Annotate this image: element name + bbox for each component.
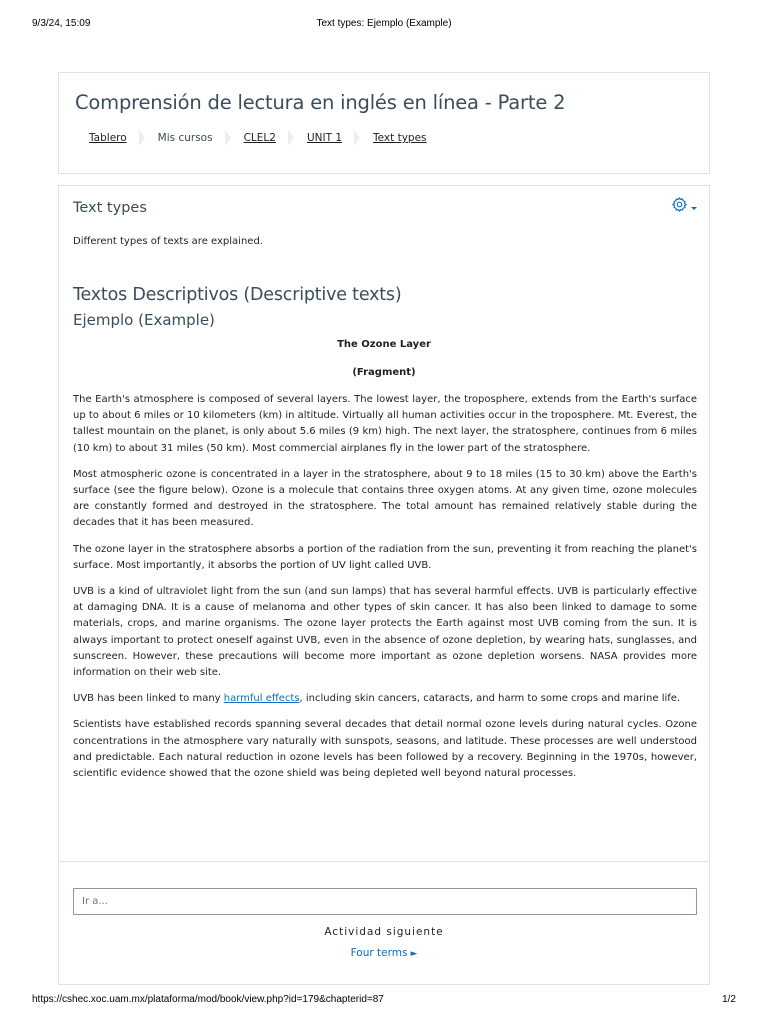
- breadcrumb-separator: [225, 129, 232, 147]
- chevron-down-icon: [691, 207, 697, 210]
- page-title: Comprensión de lectura en inglés en línea - Parte 2: [75, 91, 566, 114]
- divider: [59, 861, 709, 862]
- paragraph: The Earth's atmosphere is composed of several layers. The lowest layer, the troposphere, extends from the Earth's surface up to about 6 miles or 10 kilometers (km) in altitude. Virtually all human activities occur in the troposphere. Mt. Everest, the tallest mountain on the planet, is only about 5.6 miles (9 km) high. The next layer, the stratosphere, continues from 6 miles (10 km) to about 31 miles (50 km). Most commercial airplanes fly in the lower part of the stratosphere.: [73, 394, 697, 454]
- article-title: The Ozone Layer: [337, 339, 431, 350]
- print-datetime: 9/3/24, 15:09: [32, 18, 91, 29]
- breadcrumb-item-text-types[interactable]: Text types: [373, 132, 427, 144]
- play-arrow-icon: ►: [410, 949, 418, 959]
- breadcrumb-separator: [139, 129, 146, 147]
- harmful-effects-link[interactable]: harmful effects: [223, 693, 300, 705]
- jump-to-input[interactable]: [73, 888, 697, 915]
- paragraph-text: , including skin cancers, cataracts, and harm to some crops and marine life.: [299, 693, 681, 705]
- paragraph: Scientists have established records spanning several decades that detail normal ozone levels during natural cycles. Ozone concentrations in the atmosphere vary naturally with sunspots, seasons, and latitude. These processes are well understood and predictable. Each natural reduction in ozone levels has been followed by a recovery. Beginning in the 1970s, however, scientific evidence showed that the ozone shield was being depleted well beyond natural processes.: [73, 719, 697, 780]
- breadcrumb-item-clel2[interactable]: CLEL2: [243, 132, 276, 144]
- section-title: Text types: [73, 200, 147, 216]
- paragraph: The ozone layer in the stratosphere absorbs a portion of the radiation from the sun, preventing it from reaching the planet's surface. Most importantly, it absorbs the portion of UV light called UVB.: [73, 543, 697, 571]
- print-page-number: 1/2: [722, 994, 736, 1005]
- chapter-heading: Textos Descriptivos (Descriptive texts): [73, 285, 402, 305]
- print-header: [32, 18, 736, 32]
- book-intro: Different types of texts are explained.: [73, 236, 263, 247]
- gear-icon: [671, 196, 688, 217]
- breadcrumb-item-unit-1[interactable]: UNIT 1: [306, 132, 343, 144]
- article-subtitle: (Fragment): [352, 367, 416, 378]
- print-page-title: Text types: Ejemplo (Example): [316, 18, 452, 29]
- subchapter-heading: Ejemplo (Example): [73, 311, 215, 329]
- print-url: https://cshec.xoc.uam.mx/plataforma/mod/book/view.php?id=179&chapterid=87: [32, 994, 384, 1005]
- page-header: [58, 72, 710, 174]
- paragraph: UVB is a kind of ultraviolet light from the sun (and sun lamps) that has several harmful effects. UVB is particularly effective at damaging DNA. It is a cause of melanoma and other types of skin cancer. It has also been linked to damage to some materials, crops, and marine organisms. The ozone layer protects the Earth against most UVB coming from the sun. It is always important to protect oneself against UVB, even in the absence of ozone depletion, by wearing hats, sunglasses, and sunscreen. However, these precautions will become more important as ozone depletion worsens. NASA provides more information on their web site.: [73, 586, 697, 679]
- next-activity-label: Actividad siguiente: [324, 926, 444, 938]
- breadcrumb-separator: [288, 129, 295, 147]
- settings-menu-button[interactable]: [671, 196, 693, 216]
- next-activity-link[interactable]: [59, 947, 709, 959]
- breadcrumb-separator: [354, 129, 361, 147]
- paragraph: Most atmospheric ozone is concentrated in a layer in the stratosphere, about 9 to 18 miles (15 to 30 km) above the Earth's surface (see the figure below). Ozone is a molecule that contains three oxygen atoms. At any given time, ozone molecules are constantly formed and destroyed in the stratosphere. The total amount has remained relatively stable during the decades that it has been measured.: [73, 468, 697, 529]
- breadcrumb-item-mis-cursos: Mis cursos: [157, 132, 213, 144]
- paragraph-text: UVB has been linked to many: [73, 693, 224, 705]
- print-footer: [32, 994, 736, 1008]
- book-content-card: [58, 185, 710, 985]
- paragraph: [73, 691, 697, 707]
- article-body: [73, 392, 697, 792]
- breadcrumb-item-tablero[interactable]: Tablero: [89, 132, 127, 144]
- next-activity-link-text: Four terms: [350, 947, 408, 959]
- breadcrumb: [89, 129, 427, 147]
